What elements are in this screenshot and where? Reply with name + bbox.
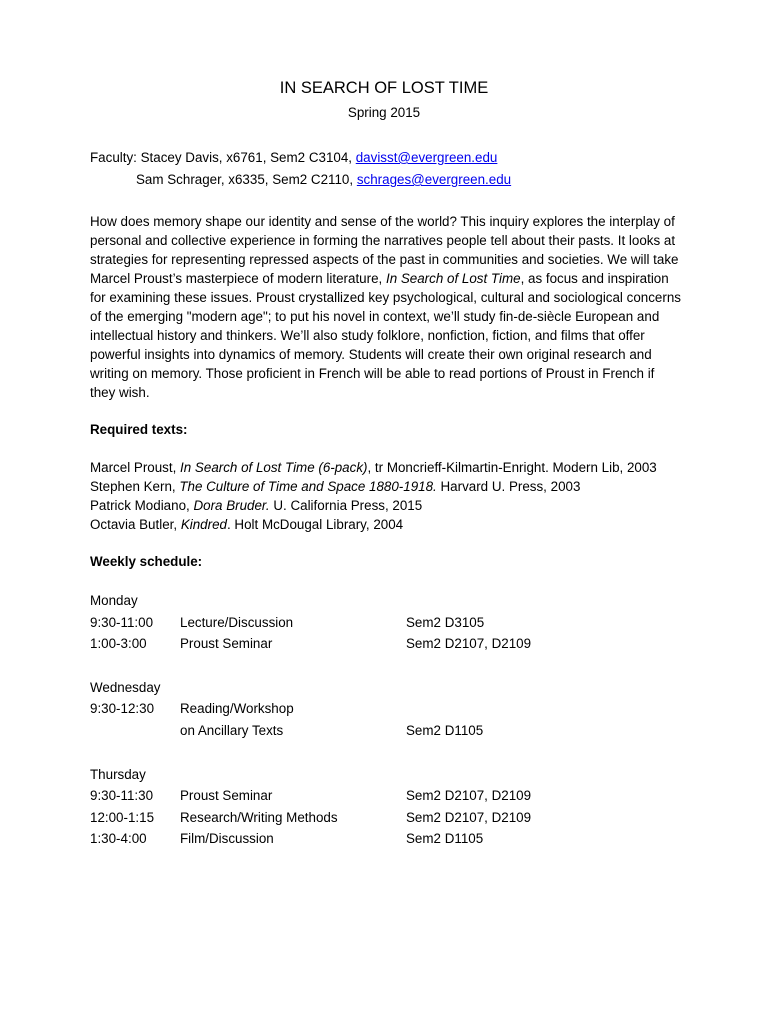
text-title: Kindred [180,517,227,532]
weekly-schedule [90,590,690,872]
list-item [90,515,710,534]
document-term: Spring 2015 [347,105,421,120]
text-title: The Culture of Time and Space 1880-1918. [179,479,437,494]
faculty-label: Faculty: [90,150,137,165]
table-row [90,633,690,655]
time-cell: 1:00-3:00 [90,636,147,652]
faculty-line-2 [90,169,511,191]
room-cell: Sem2 D2107, D2109 [406,788,532,804]
text-author: Marcel Proust, [90,460,181,475]
required-texts-heading: Required texts: [90,422,188,437]
text-author: Stephen Kern, [90,479,180,494]
faculty-member-text: Sam Schrager, x6335, Sem2 C2110, [136,172,357,187]
document-title: IN SEARCH OF LOST TIME [279,79,489,97]
activity-cell: Film/Discussion [180,831,274,847]
text-publication: . Holt McDougal Library, 2004 [226,517,404,532]
table-row [90,612,690,634]
schedule-day-thursday [90,764,690,850]
room-cell: Sem2 D1105 [406,722,484,738]
activity-cell: Proust Seminar [180,788,273,804]
program-description [90,212,682,402]
time-cell: 12:00-1:15 [90,809,155,825]
text-title: In Search of Lost Time (6-pack) [180,460,368,475]
day-label: Wednesday [90,679,161,695]
table-row [90,807,690,829]
day-label: Thursday [90,766,146,782]
time-cell: 9:30-11:00 [90,614,154,630]
room-cell: Sem2 D2107, D2109 [406,809,532,825]
table-row [90,720,690,742]
required-texts-list [90,458,710,534]
text-author: Octavia Butler, [90,517,181,532]
description-text: How does memory shape our identity and sense of the world? This inquiry explores the interplay of personal and collective experience in forming the narratives people tell about their pasts. It looks at strategies for representing repressed aspects of the past in communities and societies. We will take Marcel Proust’s masterpiece of modern literature, [90,214,679,286]
text-title: Dora Bruder. [193,498,270,513]
activity-cell: on Ancillary Texts [180,722,284,738]
room-cell: Sem2 D3105 [406,614,485,630]
description-italic-title: In Search of Lost Time [385,271,521,286]
table-row [90,828,690,850]
weekly-schedule-heading: Weekly schedule: [90,554,203,569]
time-cell: 9:30-12:30 [90,701,155,717]
activity-cell: Lecture/Discussion [180,614,294,630]
time-cell: 1:30-4:00 [90,831,147,847]
description-text: , as focus and inspiration for examining these issues. Proust crystallized key psychological, cultural and sociological concerns of the emerging "modern age"; to put his novel in context, we’ll study fin-de-siècle European and intellectual history and thinkers. We’ll also study folklore, nonfiction, fiction, and films that offer powerful insights into dynamics of memory. Students will create their own original research and writing on memory. Those proficient in French will be able to read portions of Proust in French if they wish. [90,271,681,400]
text-publication: Harvard U. Press, 2003 [436,479,581,494]
schedule-day-monday [90,590,690,655]
text-author: Patrick Modiano, [90,498,194,513]
room-cell: Sem2 D2107, D2109 [406,636,532,652]
activity-cell: Research/Writing Methods [180,809,338,825]
faculty-member-text: Stacey Davis, x6761, Sem2 C3104, [140,150,356,165]
list-item [90,458,710,477]
faculty-block [90,147,511,191]
faculty-email-link[interactable]: schrages@evergreen.edu [356,172,512,187]
text-publication: U. California Press, 2015 [269,498,423,513]
day-label: Monday [90,593,138,608]
time-cell: 9:30-11:30 [90,788,154,804]
list-item [90,496,710,515]
activity-cell: Reading/Workshop [180,701,294,717]
list-item [90,477,710,496]
faculty-line-1 [90,147,511,169]
faculty-email-link[interactable]: davisst@evergreen.edu [355,150,498,165]
table-row [90,698,690,720]
room-cell: Sem2 D1105 [406,831,484,847]
schedule-day-wednesday [90,677,690,742]
activity-cell: Proust Seminar [180,636,273,652]
table-row [90,785,690,807]
text-publication: , tr Moncrieff-Kilmartin-Enright. Modern Lib, 2003 [367,460,657,475]
